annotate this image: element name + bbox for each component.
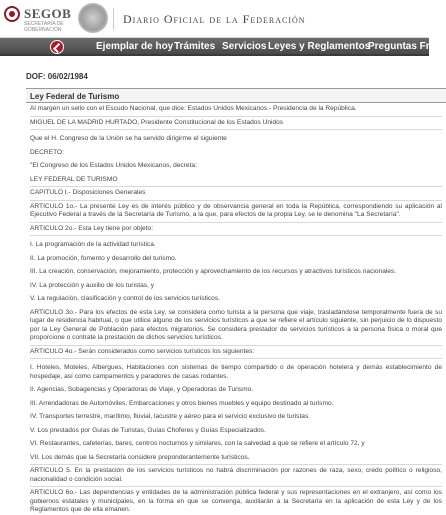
segob-brand: SEGOB: [24, 6, 72, 21]
law-line: "El Congreso de los Estados Unidos Mexicanos, decreta:: [30, 162, 197, 169]
nav-leyes-reglamentos[interactable]: Leyes y Reglamentos: [268, 41, 371, 52]
law-line: Al margen un sello con el Escudo Nacional, que dice: Estados Unidos Mexicanos.- Presidencia de la República.: [30, 105, 357, 112]
document-date: DOF: 06/02/1984: [26, 72, 88, 81]
law-line: III. Arrendadoras de Automóviles, Embarcaciones y otros bienes muebles y equipo destinado al turismo.: [30, 399, 334, 407]
law-line: V. La regulación, clasificación y control de los servicios turísticos.: [30, 295, 220, 302]
law-line: Que el H. Congreso de la Unión se ha servido dirigirme el siguiente: [30, 135, 227, 142]
law-line: IV. La protección y auxilio de los turistas, y: [30, 281, 155, 289]
law-line: IV. Transportes terrestre, marítimo, fluvial, lacustre y aéreo para el servicio exclusivo de turistas.: [30, 413, 311, 420]
law-article: ARTICULO 1o.- La presente Ley es de interés público y de observancia general en toda la República, correspondiendo su aplicación al Ejecutivo Federal a través de la Secretaría de Turismo, a la que, para efectos de la propia Ley, se le denomina "La Secretaría".: [30, 202, 442, 218]
header-divider: [113, 8, 114, 30]
law-line: CAPITULO I.- Disposiciones Generales: [30, 189, 146, 196]
law-line: VII. Los demás que la Secretaría considere preponderantemente turísticos.: [30, 453, 250, 461]
segob-brand-sub: SECRETARÍA DE GOBERNACIÓN: [24, 21, 64, 33]
national-shield-icon: [78, 3, 108, 33]
law-body: [26, 105, 446, 515]
law-document: [26, 88, 446, 513]
segob-emblem-icon: [4, 6, 20, 22]
nav-preguntas-frecuentes[interactable]: Preguntas Frec: [368, 41, 441, 52]
segob-logo[interactable]: [4, 4, 74, 34]
law-line: III. La creación, conservación, mejoramiento, protección y aprovechamiento de los recursos y atractivos turísticos nacionales.: [30, 268, 397, 275]
law-article: ARTICULO 5. En la prestación de los servicios turísticos no habrá discriminación por razones de raza, sexo, credo político o religioso, nacionalidad o condición social.: [30, 467, 442, 483]
nav-servicios[interactable]: Servicios: [222, 41, 267, 52]
law-line: ARTICULO 2o.- Esta Ley tiene por objeto:: [30, 224, 154, 232]
law-line: VI. Restaurantes, cafeterías, bares, centros nocturnos y similares, con la salvedad a que se refiere el artículo 72, y: [30, 440, 365, 447]
law-line: ARTICULO 4o.- Serán considerados como servicios turísticos los siguientes:: [30, 347, 255, 355]
document-content: [0, 58, 442, 513]
law-article: ARTICULO 6o.- Las dependencias y entidades de la administración pública federal y sus representaciones en el extranjero, así como los gobiernos estatales y municipales, en la forma en que se convenga, auxiliarán a la Secretaría en la aplicación de esta Ley y de los Reglamentos que de ella emanen.: [30, 489, 442, 513]
site-header: [0, 0, 429, 38]
site-title[interactable]: Diario Oficial de la Federación: [123, 12, 306, 26]
law-line: I. Hoteles, Moteles, Albergues, Habitaciones con sistemas de tiempo compartido o de operación hotelera y demás establecimiento de hospedaje, así como campamentos y paradores de casas rodantes.: [30, 364, 442, 380]
law-article: ARTICULO 3o.- Para los efectos de esta Ley, se considera como turista a la persona que viaje, trasladándose temporalmente fuera de su lugar de residencia habitual, o que utilice alguno de los servicios turísticos a que se refiere el artículo siguiente, sin perjuicio de lo dispuesto por la Ley General de Población para efectos migratorios. Se considera prestador de servicios turísticos a la persona física o moral que proporcione o contrate la prestación de dichos servicios turísticos.: [30, 308, 442, 341]
law-line: DECRETO:: [30, 148, 64, 156]
law-line: II. Agencias, Subagencias y Operadoras de Viaje, y Operadoras de Turismo.: [30, 386, 254, 393]
main-nav: [0, 38, 441, 56]
law-line: LEY FEDERAL DE TURISMO: [30, 175, 118, 183]
nav-tramites[interactable]: Trámites: [174, 41, 216, 52]
home-arrow-icon[interactable]: [50, 40, 64, 54]
law-line: V. Los prestados por Guías de Turistas, Guías Choferes y Guías Especializados.: [30, 426, 266, 434]
law-line: II. La promoción, fomento y desarrollo del turismo.: [30, 254, 177, 262]
law-title: Ley Federal de Turismo: [26, 88, 446, 103]
law-line: MIGUEL DE LA MADRID HURTADO, Presidente Constitucional de los Estados Unidos: [30, 118, 284, 126]
nav-ejemplar-de-hoy[interactable]: Ejemplar de hoy: [96, 41, 174, 52]
law-line: I. La programación de la actividad turística.: [30, 241, 156, 248]
